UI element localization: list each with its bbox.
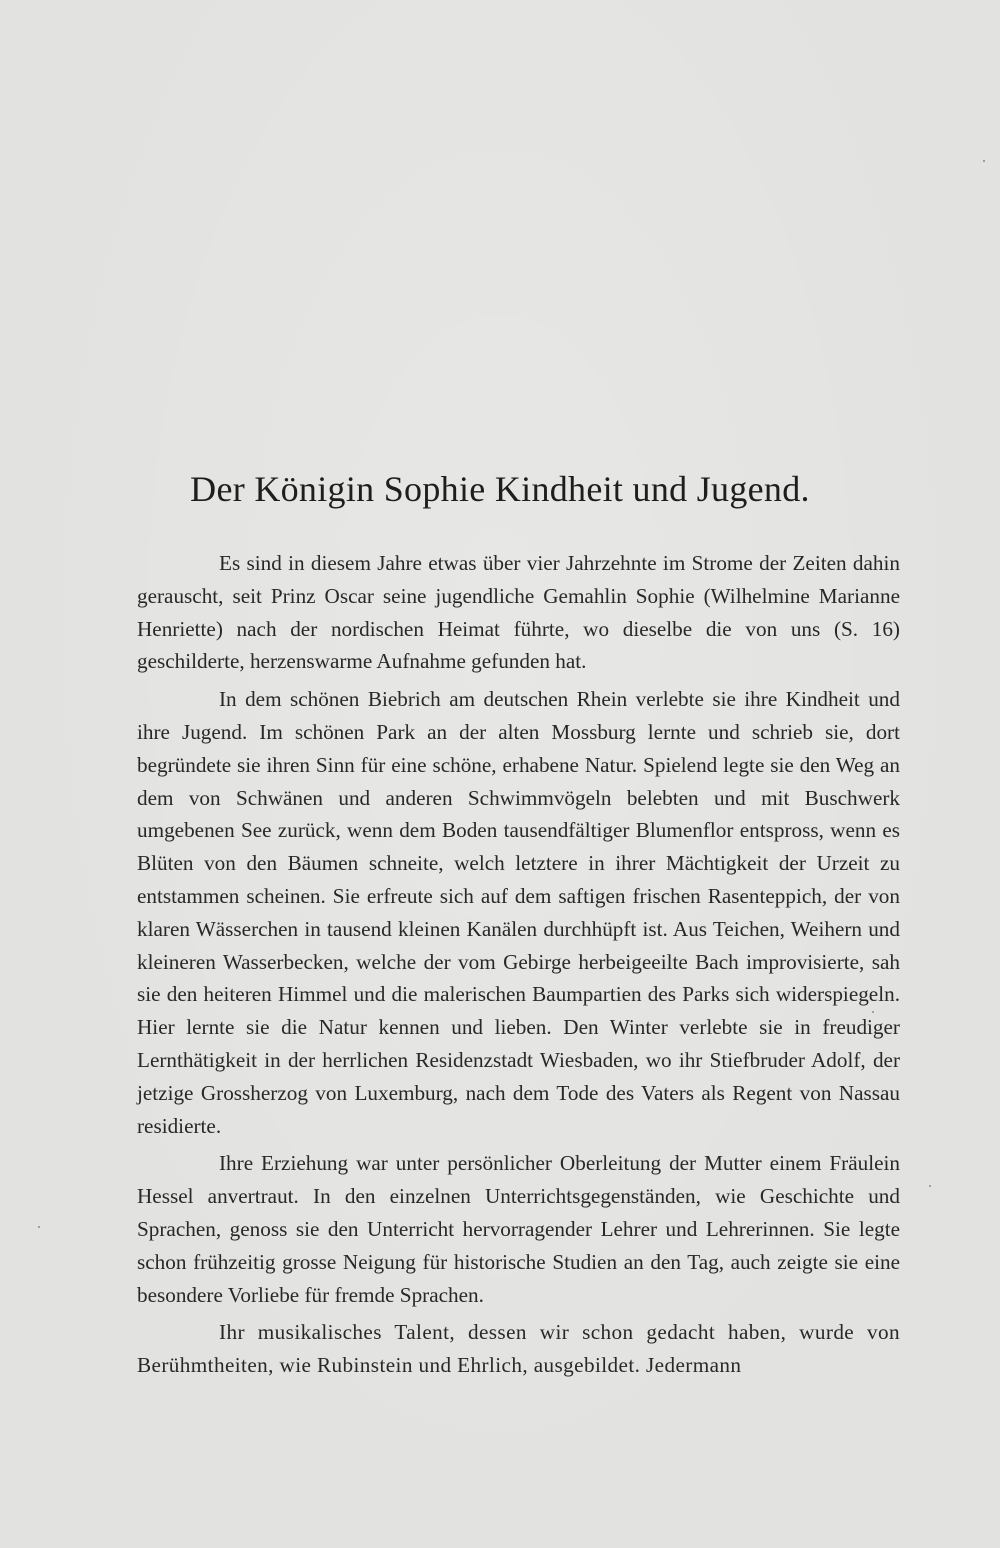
paragraph-3: Ihre Erziehung war unter persönlicher Oberleitung der Mutter einem Fräulein Hessel anvertraut. In den einzelnen Unterrichtsgegenständen, wie Geschichte und Sprachen, genoss sie den Unterricht hervorragender Lehrer und Lehrerinnen. Sie legte schon frühzeitig grosse Neigung für historische Studien an den Tag, auch zeigte sie eine besondere Vorliebe für fremde Sprachen. [137,1151,900,1307]
paragraph-1: Es sind in diesem Jahre etwas über vier Jahrzehnte im Strome der Zeiten dahin gerauscht, seit Prinz Oscar seine jugendliche Gemahlin Sophie (Wilhelmine Marianne Henriette) nach der nordischen Heimat führte, wo dieselbe die von uns (S. 16) geschilderte, herzenswarme Aufnahme gefunden hat. [137,551,900,674]
bleed-through-texture [140,95,900,126]
chapter-title: Der Königin Sophie Kindheit und Jugend. [190,469,810,509]
paragraph-2: In dem schönen Biebrich am deutschen Rhein verlebte sie ihre Kindheit und ihre Jugend. Im schönen Park an der alten Mossburg lernte und schrieb sie, dort begründete sie ihren Sinn für eine schöne, erhabene Natur. Spielend legte sie den Weg an dem von Schwänen und anderen Schwimmvögeln belebten und mit Buschwerk umgebenen See zurück, wenn dem Boden tausendfältiger Blumenflor entspross, wenn es Blüten von den Bäumen schneite, welch letztere in ihrer Mächtigkeit der Urzeit zu entstammen scheinen. Sie erfreute sich auf dem saftigen frischen Rasenteppich, der von klaren Wässerchen in tausend kleinen Kanälen durchhüpft ist. Aus Teichen, Weihern und kleineren Wasserbecken, welche der vom Gebirge herbeigeeilte Bach improvisierte, sah sie den heiteren Himmel und die malerischen Baumpartien des Parks sich widerspiegeln. Hier lernte sie die Natur kennen und lieben. Den Winter verlebte sie in freudiger Lernthätigkeit in der herrlichen Residenzstadt Wiesbaden, wo ihr Stiefbruder Adolf, der jetzige Grossherzog von Luxemburg, nach dem Tode des Vaters als Regent von Nassau residierte. [137,687,900,1138]
chapter-body [137,547,900,1387]
paragraph-4: Ihr musikalisches Talent, dessen wir schon gedacht haben, wurde von Berühmtheiten, wie Rubinstein und Ehrlich, ausgebildet. Jedermann [137,1320,900,1378]
